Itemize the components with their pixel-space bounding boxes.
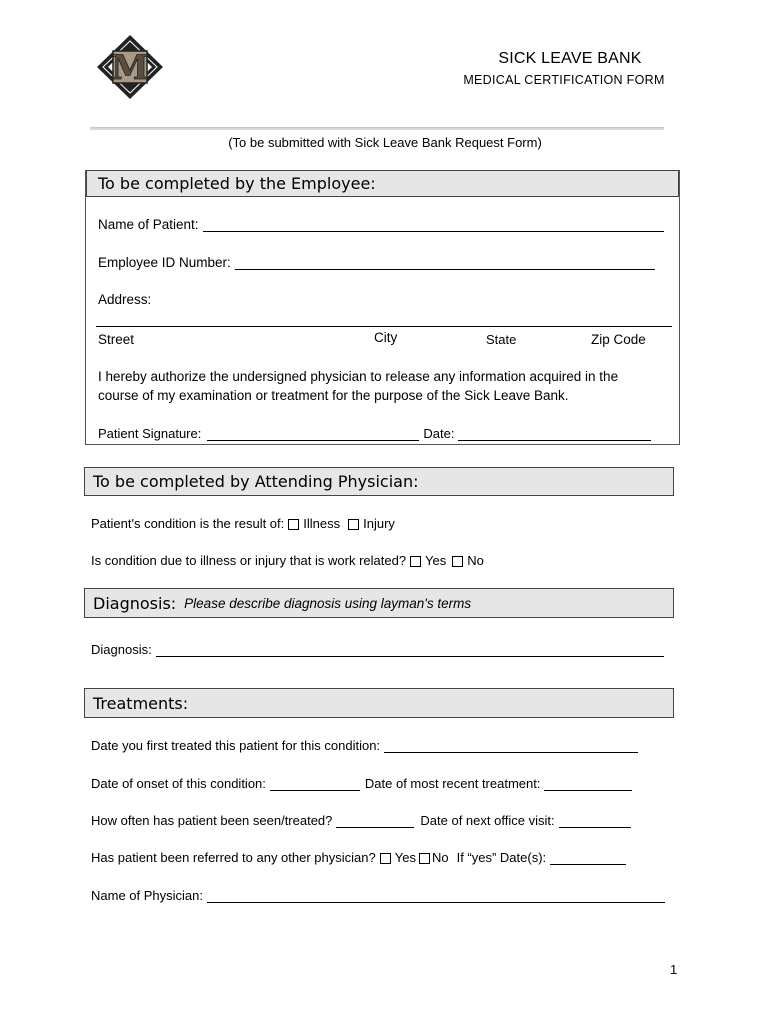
- employee-section-heading: To be completed by the Employee:: [86, 170, 679, 197]
- diagnosis-row: [91, 642, 664, 657]
- referred-yes-label: Yes: [394, 850, 416, 865]
- work-related-yes-checkbox[interactable]: [410, 556, 421, 567]
- diagnosis-field[interactable]: [156, 655, 664, 657]
- diagnosis-hint: Please describe diagnosis using layman's terms: [184, 595, 472, 611]
- school-logo: [96, 34, 164, 100]
- street-label: Street: [98, 332, 135, 347]
- work-related-row: [91, 553, 484, 568]
- address-field[interactable]: [96, 325, 672, 327]
- referred-label: Has patient been referred to any other physician?: [91, 850, 376, 865]
- signature-date-label: Date:: [423, 426, 455, 441]
- form-subtitle: MEDICAL CERTIFICATION FORM: [463, 73, 665, 87]
- how-often-row: [91, 813, 631, 828]
- illness-label: Illness: [303, 516, 341, 531]
- first-treated-label: Date you first treated this patient for this condition:: [91, 738, 381, 753]
- page-number: 1: [670, 962, 678, 977]
- condition-label: Patient's condition is the result of:: [91, 516, 285, 531]
- work-related-yes-label: Yes: [425, 553, 447, 568]
- next-visit-field[interactable]: [559, 826, 631, 828]
- first-treated-row: [91, 738, 638, 753]
- how-often-field[interactable]: [336, 826, 414, 828]
- injury-checkbox[interactable]: [348, 519, 359, 530]
- recent-treatment-label: Date of most recent treatment:: [364, 776, 541, 791]
- work-related-no-checkbox[interactable]: [452, 556, 463, 567]
- logo-letter: M: [111, 48, 149, 88]
- recent-treatment-field[interactable]: [544, 789, 632, 791]
- diagnosis-heading-label: Diagnosis:: [93, 593, 177, 613]
- work-related-label: Is condition due to illness or injury that is work related?: [91, 553, 407, 568]
- referred-row: [91, 850, 626, 865]
- patient-name-field[interactable]: [203, 230, 664, 232]
- signature-row: [98, 426, 651, 441]
- physician-name-field[interactable]: [207, 901, 665, 903]
- patient-name-row: [98, 217, 664, 232]
- work-related-no-label: No: [467, 553, 484, 568]
- referral-dates-field[interactable]: [550, 863, 626, 865]
- diagnosis-section-heading: [84, 588, 674, 618]
- treatments-section-heading: Treatments:: [84, 688, 674, 718]
- submission-note: (To be submitted with Sick Leave Bank Request Form): [228, 135, 542, 150]
- illness-checkbox[interactable]: [288, 519, 299, 530]
- how-often-label: How often has patient been seen/treated?: [91, 813, 333, 828]
- condition-row: [91, 516, 395, 531]
- employee-section-box: [85, 170, 680, 445]
- form-title: SICK LEAVE BANK: [498, 50, 642, 67]
- onset-row: [91, 776, 632, 791]
- next-visit-label: Date of next office visit:: [420, 813, 555, 828]
- referred-yes-checkbox[interactable]: [380, 853, 391, 864]
- first-treated-field[interactable]: [384, 751, 638, 753]
- diagnosis-field-label: Diagnosis:: [91, 642, 152, 657]
- state-label: State: [486, 332, 517, 347]
- signature-field[interactable]: [207, 439, 419, 441]
- address-label: Address:: [98, 292, 152, 307]
- referred-no-checkbox[interactable]: [419, 853, 430, 864]
- patient-name-label: Name of Patient:: [98, 217, 199, 232]
- employee-id-label: Employee ID Number:: [98, 255, 231, 270]
- onset-field[interactable]: [270, 789, 360, 791]
- if-yes-label: If “yes” Date(s):: [456, 850, 547, 865]
- physician-section-heading: To be completed by Attending Physician:: [84, 467, 674, 496]
- zip-label: Zip Code: [591, 332, 646, 347]
- physician-name-row: [91, 888, 665, 903]
- onset-label: Date of onset of this condition:: [91, 776, 266, 791]
- city-label: City: [374, 330, 398, 345]
- physician-name-label: Name of Physician:: [91, 888, 203, 903]
- header-divider: [90, 127, 664, 130]
- signature-label: Patient Signature:: [98, 426, 202, 441]
- referred-no-label: No: [431, 850, 449, 865]
- authorization-line-1: I hereby authorize the undersigned physician to release any information acquired in the: [98, 369, 619, 384]
- authorization-line-2: course of my examination or treatment for the purpose of the Sick Leave Bank.: [98, 388, 569, 403]
- employee-id-field[interactable]: [235, 268, 655, 270]
- employee-id-row: [98, 255, 655, 270]
- signature-date-field[interactable]: [458, 439, 651, 441]
- injury-label: Injury: [363, 516, 395, 531]
